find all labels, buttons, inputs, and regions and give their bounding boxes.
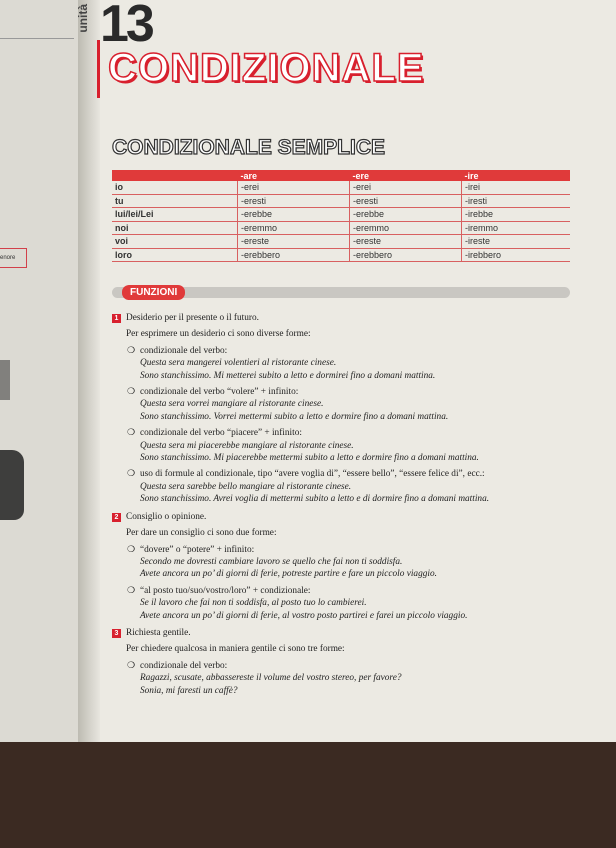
example-sentence: Secondo me dovresti cambiare lavoro se quello che fai non ti soddisfa. — [140, 556, 403, 567]
section-heading-text: Richiesta gentile. — [126, 627, 191, 638]
section-heading-text: Desiderio per il presente o il futuro. — [126, 313, 259, 323]
pronoun-cell: loro — [112, 248, 238, 262]
item-label: condizionale del verbo: — [140, 660, 228, 671]
unit-number: 13 — [100, 0, 152, 53]
table-row — [112, 181, 570, 194]
section-number: 2 — [112, 513, 121, 522]
ending-cell: -eremmo — [238, 221, 350, 235]
ending-cell: -iresti — [462, 194, 571, 208]
list-item — [112, 660, 582, 697]
circle-bullet-icon: ❍ — [127, 585, 136, 596]
section-heading — [112, 312, 582, 324]
pronoun-cell: noi — [112, 221, 238, 235]
table-row — [112, 208, 570, 222]
circle-bullet-icon: ❍ — [127, 387, 136, 398]
example-sentence: Avete ancora un po’ di giorni di ferie, al vostro posto partirei e farei un piccolo viaggio. — [140, 610, 468, 621]
table-row — [112, 194, 570, 208]
circle-bullet-icon: ❍ — [127, 660, 136, 671]
list-item — [112, 386, 582, 423]
ending-cell: -eremmo — [350, 221, 462, 235]
ending-cell: -erei — [238, 181, 350, 194]
ending-cell: -irebbe — [462, 208, 571, 222]
section-intro: Per esprimere un desiderio ci sono diverse forme: — [126, 329, 311, 340]
left-page-illustration — [0, 450, 24, 520]
item-label: condizionale del verbo: — [140, 345, 228, 356]
example-sentence: Sono stanchissimo. Mi metterei subito a letto e dormirei fino a domani mattina. — [140, 370, 436, 381]
pronoun-cell: io — [112, 181, 238, 194]
section-intro: Per dare un consiglio ci sono due forme: — [126, 528, 277, 539]
table-header-row — [112, 170, 570, 181]
item-label: uso di formule al condizionale, tipo “avere voglia di”, “essere bello”, “essere felice di”, ecc.: — [140, 469, 485, 480]
functions-body — [112, 310, 582, 697]
example-sentence: Ragazzi, scusate, abbassereste il volume del vostro stereo, per favore? — [140, 673, 402, 684]
item-label: condizionale del verbo “volere” + infinito: — [140, 387, 299, 398]
left-page-box: enore — [0, 248, 27, 268]
ending-cell: -erebbe — [350, 208, 462, 222]
section-heading — [112, 627, 582, 639]
table-header-cell: -are — [238, 170, 350, 181]
circle-bullet-icon: ❍ — [127, 469, 136, 480]
section-title: CONDIZIONALE SEMPLICE — [112, 136, 386, 159]
list-item — [112, 427, 582, 464]
table-row — [112, 235, 570, 249]
ending-cell: -ireste — [462, 235, 571, 249]
example-sentence: Sono stanchissimo. Vorrei mettermi subito a letto e dormire fino a domani mattina. — [140, 411, 449, 422]
list-item — [112, 345, 582, 382]
example-sentence: Sonia, mi faresti un caffè? — [140, 685, 238, 696]
ending-cell: -eresti — [238, 194, 350, 208]
ending-cell: -iremmo — [462, 221, 571, 235]
example-sentence: Questa sera mi piacerebbe mangiare al ristorante cinese. — [140, 440, 354, 451]
ending-cell: -erebbe — [238, 208, 350, 222]
ending-cell: -ereste — [238, 235, 350, 249]
section-heading — [112, 511, 582, 523]
function-section — [112, 511, 582, 622]
table-header-cell: -ire — [462, 170, 571, 181]
list-item — [112, 585, 582, 622]
circle-bullet-icon: ❍ — [127, 345, 136, 356]
ending-cell: -irebbero — [462, 248, 571, 262]
table-header-cell — [112, 170, 238, 181]
example-sentence: Questa sera mangerei volentieri al ristorante cinese. — [140, 358, 337, 369]
table-row — [112, 221, 570, 235]
ending-cell: -erei — [350, 181, 462, 194]
section-heading-text: Consiglio o opinione. — [126, 511, 207, 522]
ending-cell: -ereste — [350, 235, 462, 249]
example-sentence: Questa sera sarebbe bello mangiare al ristorante cinese. — [140, 481, 352, 492]
book-spine — [78, 0, 100, 742]
example-sentence: Sono stanchissimo. Mi piacerebbe mettermi subito a letto e dormire fino a domani mattina. — [140, 453, 479, 464]
ending-cell: -erebbero — [238, 248, 350, 262]
ending-cell: -irei — [462, 181, 571, 194]
divider-line — [0, 38, 74, 39]
section-number: 1 — [112, 314, 121, 323]
pronoun-cell: tu — [112, 194, 238, 208]
item-label: condizionale del verbo “piacere” + infinito: — [140, 428, 302, 439]
circle-bullet-icon: ❍ — [127, 428, 136, 439]
list-item — [112, 468, 582, 505]
item-label: “dovere” o “potere” + infinito: — [140, 544, 255, 555]
item-label: “al posto tuo/suo/vostro/loro” + condizionale: — [140, 585, 311, 596]
example-sentence: Sono stanchissimo. Avrei voglia di mettermi subito a letto e di dormire fino a domani mattina. — [140, 494, 490, 505]
title-accent-bar — [97, 40, 100, 98]
section-intro: Per chiedere qualcosa in maniera gentile ci sono tre forme: — [126, 644, 345, 655]
ending-cell: -eresti — [350, 194, 462, 208]
unit-label: unità — [76, 4, 90, 33]
pronoun-cell: voi — [112, 235, 238, 249]
conjugation-table — [112, 170, 570, 262]
list-item — [112, 544, 582, 581]
function-section — [112, 627, 582, 697]
section-number: 3 — [112, 629, 121, 638]
left-page — [0, 0, 78, 742]
pronoun-cell: lui/lei/Lei — [112, 208, 238, 222]
table-header-cell: -ere — [350, 170, 462, 181]
table-row — [112, 248, 570, 262]
example-sentence: Se il lavoro che fai non ti soddisfa, al posto tuo lo cambierei. — [140, 598, 367, 609]
function-section — [112, 312, 582, 506]
left-page-illustration-top — [0, 360, 10, 400]
example-sentence: Questa sera vorrei mangiare al ristorante cinese. — [140, 399, 324, 410]
ending-cell: -erebbero — [350, 248, 462, 262]
example-sentence: Avete ancora un po’ di giorni di ferie, potreste partire e fare un piccolo viaggio. — [140, 569, 437, 580]
page-title: CONDIZIONALE — [108, 46, 425, 90]
funzioni-label: FUNZIONI — [122, 285, 185, 300]
circle-bullet-icon: ❍ — [127, 544, 136, 555]
